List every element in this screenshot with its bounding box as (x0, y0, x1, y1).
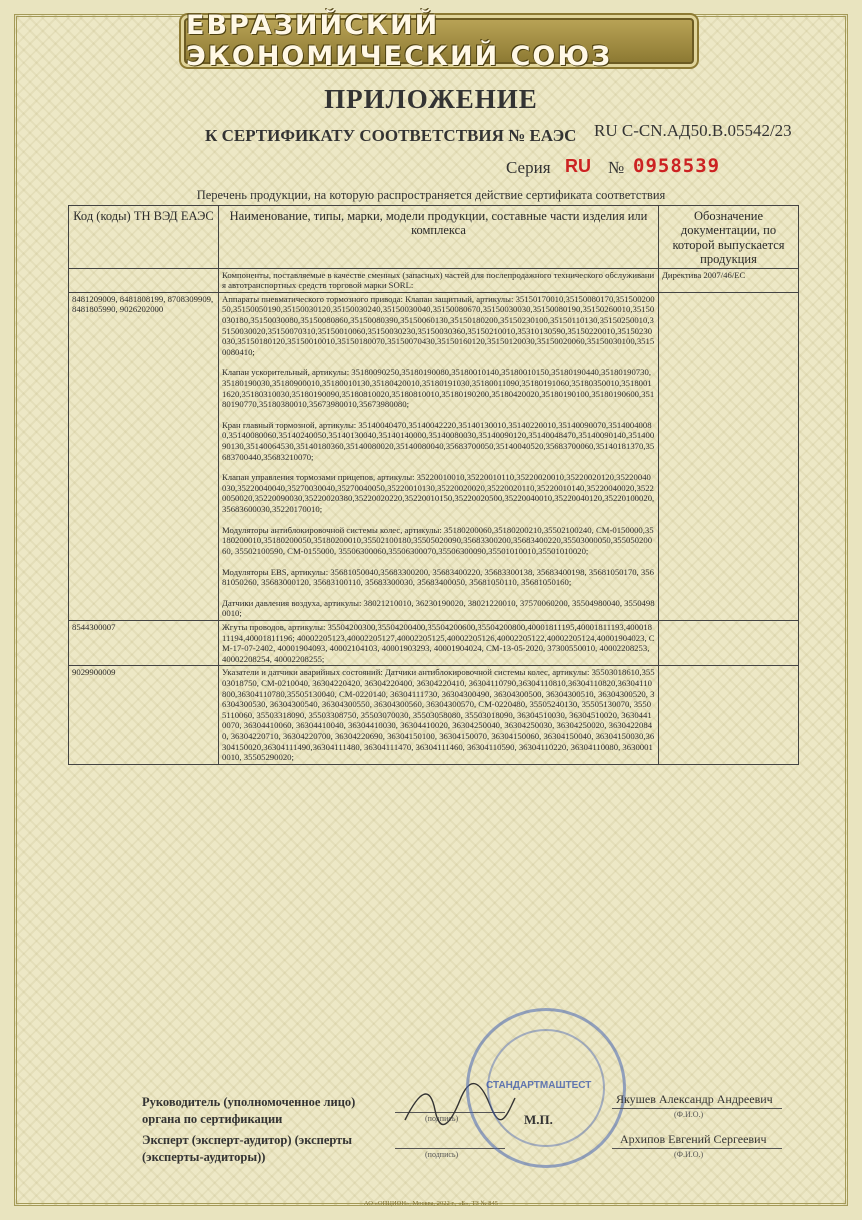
table-header-row (69, 206, 799, 269)
table-row (69, 292, 799, 620)
seal-text: СТАНДАРТМАШТЕСТ (486, 1080, 592, 1091)
table-row (69, 620, 799, 665)
row-doc (659, 666, 799, 764)
header-doc: Обозначение документации, по которой выпускается продукция (659, 206, 799, 269)
row-code: 8481209009, 8481808199, 8708309909, 8481805990, 9026202000 (69, 292, 219, 620)
product-table (68, 205, 799, 765)
row-code: 9029900009 (69, 666, 219, 764)
expert-name: Архипов Евгений Сергеевич (620, 1132, 767, 1146)
seal-place-label: М.П. (524, 1112, 553, 1127)
expert-name-line (612, 1148, 782, 1149)
row-text-block: Датчики давления воздуха, артикулы: 38021210010, 36230190020, 38021220010, 37570060200, 35504980040, 35504980010; (222, 597, 655, 619)
series-code: RU (565, 156, 591, 176)
row-doc (659, 292, 799, 620)
row-text-block: Аппараты пневматического тормозного привода: Клапан защитный, артикулы: 35150170010,35150080170,35150020050,35150050190,35150030120,35150030240,35150030040,35150080670,35150030030,35150080190,35150260010,35150030180,35150030080,35150080860,35150080390,35150060130,35150180200,35150230100,35150110130,35150250010,35150030020,35150070310,35150010060,35150030230,35150030360,35150210010,35310130590,35150220010,35150230030,35150180120,35150010010,35150180070,35150070430,35150160120,35150120030,35150020060,35150030100,35150080410; (222, 293, 655, 357)
series-label: Серия (506, 158, 551, 177)
row-doc (659, 620, 799, 665)
document-subtitle: К СЕРТИФИКАТУ СООТВЕТСТВИЯ № ЕАЭС (205, 126, 577, 145)
list-caption: Перечень продукции, на которую распространяется действие сертификата соответствия (196, 188, 666, 202)
row-text-block: Компоненты, поставляемые в качестве сменных (запасных) частей для послепродажного технического обслуживания автотранспортных средств торговой марки SORL: (222, 269, 655, 291)
row-text-block: Модуляторы антиблокировочной системы колес, артикулы: 35180200060,35180200210,35502100240, СМ-0150000,35180200010,35180200050,35180200010,35502100180,35505020090,35683300200,35683400220,35503000050,35505020060, 35502100590, СМ-0155000, 35506300060,35506300070,35506300090,35501010010,35501010020; (222, 524, 654, 556)
header-name: Наименование, типы, марки, модели продукции, составные части изделия или комплекса (219, 206, 659, 269)
row-description (219, 620, 659, 665)
expert-signature-line (395, 1148, 505, 1149)
expert-sign-caption: (подпись) (425, 1150, 459, 1159)
row-code (69, 268, 219, 292)
row-description (219, 666, 659, 764)
row-doc: Директива 2007/46/ЕС (659, 268, 799, 292)
head-name: Якушев Александр Андреевич (616, 1092, 773, 1106)
number-label: № (608, 158, 625, 177)
row-text-block: Клапан управления тормозами прицепов, артикулы: 35220010010,35220010110,35220020010,35220020120,35220040030,35220040040,35270030040,35270040050,35220010130,35220020020,35220020110,35220010140,35220040020,35220050020,35220090030,35220020380,35220020220,35220010150,35220020500,35220040010,35220040120,35220100020,35683600030,35220170010; (222, 472, 655, 515)
certificate-number: RU C-CN.АД50.В.05542/23 (594, 121, 792, 140)
row-text-block: Кран главный тормозной, артикулы: 35140040470,35140042220,35140130010,35140220010,35140090070,35140040080,35140080060,35140240050,35140130040,35140140000,35140080030,35140090120,35140048470,35140090140,35140090130,35140064530,35140180360,35140080020,35140080040,35683700050,35140040520,35683700060,35140181370,35683700440,35683210070; (222, 419, 655, 462)
union-banner (184, 10, 694, 72)
document-title: ПРИЛОЖЕНИЕ (324, 84, 538, 114)
printer-imprint: АО «ОПЦИОН», Москва, 2022 г., «Б», ТЗ № 845 (363, 1200, 499, 1207)
banner-text: ЕВРАЗИЙСКИЙ ЭКОНОМИЧЕСКИЙ СОЮЗ (186, 10, 613, 72)
row-text-block: Клапан ускорительный, артикулы: 35180090250,35180190080,35180010140,35180010150,35180190440,35180190730,35180190030,35180900010,35180010130,35180420010,35180191030,35180011090,35180191060,35180350010,35180011620,35180310030,35180190090,35180810020,35180810010,35180190200,35180420020,35180190100,35180190600,35180190770,35180380010,35673980010,35673980080; (222, 367, 655, 410)
row-description (219, 292, 659, 620)
expert-fio-caption: (Ф.И.О.) (674, 1150, 704, 1159)
expert-label: Эксперт (эксперт-аудитор) (эксперты (эксперты-аудиторы)) (142, 1133, 353, 1164)
row-code: 8544300007 (69, 620, 219, 665)
row-text-block: Модуляторы EBS, артикулы: 35681050040,35683300200, 35683400220, 35683300138, 35683400198, 35681050170, 35681050260, 35683000120, 35683100110, 35683300030, 35683400050, 35681050110, 35681050160; (222, 566, 654, 588)
head-label: Руководитель (уполномоченное лицо) органа по сертификации (142, 1095, 356, 1126)
table-row (69, 666, 799, 764)
row-description (219, 268, 659, 292)
head-sign-caption: (подпись) (425, 1114, 459, 1123)
head-name-line (612, 1108, 782, 1109)
head-fio-caption: (Ф.И.О.) (674, 1110, 704, 1119)
header-code: Код (коды) ТН ВЭД ЕАЭС (69, 206, 219, 269)
row-text-block: Жгуты проводов, артикулы: 35504200300,35504200400,35504200600,35504200800,40001811195,40001811193,40001811194,40001811196; 40002205123,40002205127,40002205125,40002205126,40002205122,40002205124,40001904023, СМ-17-07-2402, 40001904093, 40002104103, 40001903293, 40001904024, СМ-13-05-2020, 37300550010, 40002208253, 40002208254, 40002208255; (222, 621, 655, 664)
table-row (69, 268, 799, 292)
row-text-block: Указатели и датчики аварийных состояний: Датчики антиблокировочной системы колес, артикулы: 35503018610,35503018750, СМ-0210040, 36304220420, 36304220400, 36304220410, 36304110790,36304110810,36304110820,36304110800,36304110780,35505130040, СМ-0220140, 36304111730, 36304300490, 36304300500, 36304300510, 36304300520, 36304300530, 36304300540, 36304300550, 36304300560, 36304300570, СМ-0220480, 35505240130, 35505130070, 35505110060, 35503318090, 35503308750, 35503070030, 35503058080, 35503018090, 36304510030, 36304510020, 36304410070, 36304410060, 36304410040, 36304410030, 36304410020, 36304250040, 36304250030, 36304250020, 36304220840, 36304220710, 36304220700, 36304220690, 36304150100, 36304150070, 36304150060, 36304150040, 36304150030,36304150020,36304111490,36304111480, 36304111470, 36304111460, 36304110590, 36304110220, 36304110080, 36300010010, 35505290020; (222, 667, 655, 763)
form-number: 0958539 (633, 155, 721, 177)
